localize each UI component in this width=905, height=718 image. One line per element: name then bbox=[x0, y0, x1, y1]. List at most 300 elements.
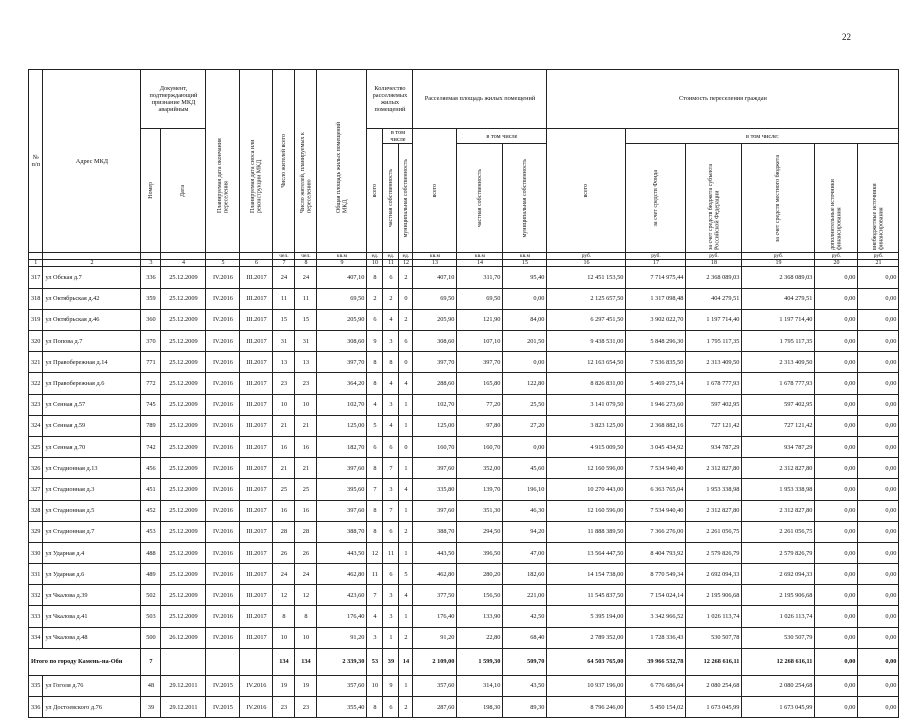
row-cost-subject: 530 507,78 bbox=[686, 627, 742, 648]
row-cost-local: 1 678 777,93 bbox=[742, 373, 815, 394]
row-plan-end: IV.2016 bbox=[206, 309, 240, 330]
unit-cell: ед. bbox=[383, 253, 399, 260]
row-area-total: 364,20 bbox=[317, 373, 367, 394]
row-cost-additional: 0,00 bbox=[815, 521, 858, 542]
row-area-sub-total: 397,70 bbox=[413, 352, 457, 373]
row-doc-number: 502 bbox=[141, 585, 161, 606]
row-residents-planned: 23 bbox=[295, 373, 317, 394]
row-cost-fund: 1 317 098,48 bbox=[626, 288, 686, 309]
table-row bbox=[29, 564, 899, 585]
row-cost-additional: 0,00 bbox=[815, 585, 858, 606]
row-area-sub-total: 443,50 bbox=[413, 542, 457, 563]
row-cost-subject: 404 279,51 bbox=[686, 288, 742, 309]
total-count-houses: 7 bbox=[141, 648, 161, 675]
row-cost-subject: 2 313 409,50 bbox=[686, 352, 742, 373]
row-count-total: 5 bbox=[367, 415, 383, 436]
row-count-total: 12 bbox=[367, 542, 383, 563]
table-row bbox=[29, 606, 899, 627]
header-area-sub-total: всего bbox=[413, 129, 457, 253]
row-doc-number: 456 bbox=[141, 458, 161, 479]
row-area-total: 205,90 bbox=[317, 309, 367, 330]
row-plan-demolish: III.2017 bbox=[240, 606, 273, 627]
row-residents-total: 13 bbox=[273, 352, 295, 373]
row-count-municipal: 4 bbox=[399, 373, 413, 394]
row-plan-demolish: III.2017 bbox=[240, 288, 273, 309]
total-extra: 0,00 bbox=[858, 648, 899, 675]
row-count-municipal: 4 bbox=[399, 479, 413, 500]
row-residents-total: 24 bbox=[273, 564, 295, 585]
row-cost-subject: 1 678 777,93 bbox=[686, 373, 742, 394]
total-area-private: 1 599,30 bbox=[457, 648, 503, 675]
row-cost-fund: 3 045 434,92 bbox=[626, 436, 686, 457]
header-area-incl: в том числе bbox=[457, 129, 547, 144]
column-number: 16 bbox=[547, 260, 626, 267]
total-area-municipal: 509,70 bbox=[503, 648, 547, 675]
row-cost-total: 12 163 654,50 bbox=[547, 352, 626, 373]
row-cost-total: 3 823 125,00 bbox=[547, 415, 626, 436]
table-row bbox=[29, 627, 899, 648]
row-cost-local: 1 673 045,99 bbox=[742, 697, 815, 718]
row-area-municipal: 0,00 bbox=[503, 352, 547, 373]
row-number: 326 bbox=[29, 458, 43, 479]
row-cost-extra: 0,00 bbox=[858, 436, 899, 457]
row-count-private: 7 bbox=[383, 458, 399, 479]
row-cost-total: 6 297 451,50 bbox=[547, 309, 626, 330]
row-cost-additional: 0,00 bbox=[815, 373, 858, 394]
row-address: ул Гоголя д.76 bbox=[43, 675, 141, 696]
row-cost-extra: 0,00 bbox=[858, 267, 899, 288]
row-residents-total: 24 bbox=[273, 267, 295, 288]
row-plan-demolish: III.2017 bbox=[240, 458, 273, 479]
row-cost-fund: 5 848 296,30 bbox=[626, 331, 686, 352]
row-area-municipal: 201,50 bbox=[503, 331, 547, 352]
column-number: 20 bbox=[815, 260, 858, 267]
row-number: 328 bbox=[29, 500, 43, 521]
row-number: 319 bbox=[29, 309, 43, 330]
row-area-total: 407,10 bbox=[317, 267, 367, 288]
row-doc-date: 25.12.2009 bbox=[161, 542, 206, 563]
row-count-total: 8 bbox=[367, 500, 383, 521]
row-area-total: 308,60 bbox=[317, 331, 367, 352]
header-count-private: частная собственность bbox=[383, 144, 399, 253]
row-plan-end: IV.2016 bbox=[206, 267, 240, 288]
row-area-municipal: 182,60 bbox=[503, 564, 547, 585]
row-cost-total: 8 826 831,00 bbox=[547, 373, 626, 394]
row-address: ул Стадионная д.3 bbox=[43, 479, 141, 500]
row-area-total: 395,60 bbox=[317, 479, 367, 500]
row-plan-end: IV.2016 bbox=[206, 288, 240, 309]
unit-cell: руб. bbox=[858, 253, 899, 260]
row-number: 323 bbox=[29, 394, 43, 415]
row-residents-planned: 28 bbox=[295, 521, 317, 542]
row-area-private: 397,70 bbox=[457, 352, 503, 373]
row-plan-end: IV.2016 bbox=[206, 458, 240, 479]
row-cost-fund: 3 902 022,70 bbox=[626, 309, 686, 330]
row-count-municipal: 0 bbox=[399, 288, 413, 309]
row-area-sub-total: 357,60 bbox=[413, 675, 457, 696]
table-row bbox=[29, 479, 899, 500]
row-count-total: 8 bbox=[367, 458, 383, 479]
row-cost-extra: 0,00 bbox=[858, 331, 899, 352]
row-cost-fund: 7 534 940,40 bbox=[626, 458, 686, 479]
row-number: 331 bbox=[29, 564, 43, 585]
row-doc-number: 789 bbox=[141, 415, 161, 436]
row-count-private: 3 bbox=[383, 479, 399, 500]
row-doc-number: 488 bbox=[141, 542, 161, 563]
header-cost-incl: в том числе: bbox=[626, 129, 899, 144]
header-address: Адрес МКД bbox=[43, 70, 141, 253]
column-number: 4 bbox=[161, 260, 206, 267]
row-cost-local: 2 579 826,79 bbox=[742, 542, 815, 563]
row-count-municipal: 4 bbox=[399, 585, 413, 606]
row-plan-demolish: III.2017 bbox=[240, 542, 273, 563]
row-count-total: 8 bbox=[367, 373, 383, 394]
row-doc-date: 29.12.2011 bbox=[161, 697, 206, 718]
column-number: 12 bbox=[399, 260, 413, 267]
row-cost-extra: 0,00 bbox=[858, 675, 899, 696]
table-header bbox=[29, 70, 899, 260]
total-count-municipal: 14 bbox=[399, 648, 413, 675]
row-area-sub-total: 69,50 bbox=[413, 288, 457, 309]
total-planned: 134 bbox=[295, 648, 317, 675]
row-area-municipal: 45,60 bbox=[503, 458, 547, 479]
row-plan-demolish: III.2017 bbox=[240, 267, 273, 288]
row-residents-total: 11 bbox=[273, 288, 295, 309]
row-address: ул Попова д.7 bbox=[43, 331, 141, 352]
header-area-group: Расселяемая площадь жилых помещений bbox=[413, 70, 547, 129]
row-count-private: 4 bbox=[383, 309, 399, 330]
row-doc-date: 25.12.2009 bbox=[161, 394, 206, 415]
row-area-sub-total: 160,70 bbox=[413, 436, 457, 457]
column-number: 15 bbox=[503, 260, 547, 267]
row-doc-date: 25.12.2009 bbox=[161, 288, 206, 309]
row-area-private: 280,20 bbox=[457, 564, 503, 585]
row-area-total: 355,40 bbox=[317, 697, 367, 718]
row-count-municipal: 0 bbox=[399, 352, 413, 373]
row-plan-end: IV.2016 bbox=[206, 500, 240, 521]
row-area-sub-total: 102,70 bbox=[413, 394, 457, 415]
header-area-private: частная собственность bbox=[457, 144, 503, 253]
row-plan-end: IV.2016 bbox=[206, 373, 240, 394]
row-count-total: 3 bbox=[367, 627, 383, 648]
row-count-total: 8 bbox=[367, 352, 383, 373]
row-address: ул Чкалова д.39 bbox=[43, 585, 141, 606]
row-cost-local: 2 195 906,68 bbox=[742, 585, 815, 606]
row-doc-date: 25.12.2009 bbox=[161, 352, 206, 373]
header-cost-group: Стоимость переселения граждан bbox=[547, 70, 899, 129]
table-row bbox=[29, 415, 899, 436]
row-residents-planned: 31 bbox=[295, 331, 317, 352]
column-number: 9 bbox=[317, 260, 367, 267]
row-number: 324 bbox=[29, 415, 43, 436]
row-area-municipal: 89,30 bbox=[503, 697, 547, 718]
row-number: 321 bbox=[29, 352, 43, 373]
row-cost-total: 12 160 596,00 bbox=[547, 458, 626, 479]
header-doc-number: Номер bbox=[141, 129, 161, 253]
row-residents-total: 21 bbox=[273, 415, 295, 436]
row-count-municipal: 1 bbox=[399, 606, 413, 627]
row-area-sub-total: 205,90 bbox=[413, 309, 457, 330]
row-plan-end: IV.2016 bbox=[206, 352, 240, 373]
row-plan-demolish: III.2017 bbox=[240, 331, 273, 352]
row-cost-additional: 0,00 bbox=[815, 436, 858, 457]
row-address: ул Чкалова д.41 bbox=[43, 606, 141, 627]
row-plan-demolish: III.2017 bbox=[240, 309, 273, 330]
row-cost-subject: 2 579 826,79 bbox=[686, 542, 742, 563]
row-cost-total: 12 160 596,00 bbox=[547, 500, 626, 521]
row-cost-fund: 1 946 273,60 bbox=[626, 394, 686, 415]
row-residents-planned: 16 bbox=[295, 436, 317, 457]
row-area-private: 351,30 bbox=[457, 500, 503, 521]
row-cost-subject: 2 368 089,03 bbox=[686, 267, 742, 288]
row-plan-demolish: III.2017 bbox=[240, 627, 273, 648]
row-area-total: 443,50 bbox=[317, 542, 367, 563]
header-area-municipal: муниципальная собственность bbox=[503, 144, 547, 253]
row-count-total: 11 bbox=[367, 564, 383, 585]
row-cost-extra: 0,00 bbox=[858, 542, 899, 563]
row-cost-extra: 0,00 bbox=[858, 415, 899, 436]
column-number: 5 bbox=[206, 260, 240, 267]
row-doc-number: 451 bbox=[141, 479, 161, 500]
header-count-total: всего bbox=[367, 129, 383, 253]
row-cost-subject: 2 692 094,33 bbox=[686, 564, 742, 585]
row-area-private: 97,80 bbox=[457, 415, 503, 436]
row-residents-planned: 16 bbox=[295, 500, 317, 521]
row-cost-extra: 0,00 bbox=[858, 309, 899, 330]
row-plan-end: IV.2016 bbox=[206, 415, 240, 436]
row-number: 318 bbox=[29, 288, 43, 309]
row-cost-subject: 1 795 117,35 bbox=[686, 331, 742, 352]
row-doc-number: 503 bbox=[141, 606, 161, 627]
row-plan-end: IV.2016 bbox=[206, 521, 240, 542]
table-row bbox=[29, 542, 899, 563]
row-area-total: 125,00 bbox=[317, 415, 367, 436]
row-area-private: 198,30 bbox=[457, 697, 503, 718]
row-doc-date: 25.12.2009 bbox=[161, 564, 206, 585]
row-cost-additional: 0,00 bbox=[815, 697, 858, 718]
row-area-sub-total: 176,40 bbox=[413, 606, 457, 627]
row-residents-planned: 21 bbox=[295, 458, 317, 479]
header-residents-planned: Число жителей, планируемых к переселению bbox=[295, 70, 317, 253]
row-cost-local: 404 279,51 bbox=[742, 288, 815, 309]
row-count-private: 6 bbox=[383, 564, 399, 585]
row-area-municipal: 25,50 bbox=[503, 394, 547, 415]
row-doc-date: 25.12.2009 bbox=[161, 309, 206, 330]
unit-cell: чел. bbox=[295, 253, 317, 260]
row-count-total: 10 bbox=[367, 675, 383, 696]
row-plan-demolish: III.2017 bbox=[240, 373, 273, 394]
row-cost-local: 2 312 827,80 bbox=[742, 500, 815, 521]
table-row bbox=[29, 458, 899, 479]
row-number: 330 bbox=[29, 542, 43, 563]
row-cost-fund: 1 728 336,43 bbox=[626, 627, 686, 648]
row-address: ул Октябрьская д.46 bbox=[43, 309, 141, 330]
row-number: 333 bbox=[29, 606, 43, 627]
row-residents-planned: 15 bbox=[295, 309, 317, 330]
row-area-total: 176,40 bbox=[317, 606, 367, 627]
row-area-total: 462,80 bbox=[317, 564, 367, 585]
row-count-municipal: 1 bbox=[399, 675, 413, 696]
row-cost-total: 2 789 352,00 bbox=[547, 627, 626, 648]
row-cost-local: 934 787,29 bbox=[742, 436, 815, 457]
row-area-total: 397,70 bbox=[317, 352, 367, 373]
row-address: ул Стадионная д.13 bbox=[43, 458, 141, 479]
column-number: 3 bbox=[141, 260, 161, 267]
row-area-sub-total: 462,80 bbox=[413, 564, 457, 585]
row-count-private: 6 bbox=[383, 267, 399, 288]
row-cost-total: 8 796 246,00 bbox=[547, 697, 626, 718]
row-doc-number: 742 bbox=[141, 436, 161, 457]
row-cost-local: 1 197 714,40 bbox=[742, 309, 815, 330]
column-number: 13 bbox=[413, 260, 457, 267]
row-cost-total: 11 545 837,50 bbox=[547, 585, 626, 606]
row-cost-local: 1 953 338,98 bbox=[742, 479, 815, 500]
row-residents-total: 25 bbox=[273, 479, 295, 500]
column-number: 14 bbox=[457, 260, 503, 267]
unit-cell: кв.м bbox=[503, 253, 547, 260]
row-plan-demolish: III.2017 bbox=[240, 521, 273, 542]
row-area-private: 352,00 bbox=[457, 458, 503, 479]
row-number: 327 bbox=[29, 479, 43, 500]
row-cost-local: 530 507,79 bbox=[742, 627, 815, 648]
header-subject-budget: за счет средств бюджета субъекта Российской Федерации bbox=[686, 144, 742, 253]
row-plan-end: IV.2015 bbox=[206, 675, 240, 696]
row-residents-total: 26 bbox=[273, 542, 295, 563]
row-cost-subject: 1 673 045,99 bbox=[686, 697, 742, 718]
row-cost-fund: 6 776 686,64 bbox=[626, 675, 686, 696]
row-residents-planned: 25 bbox=[295, 479, 317, 500]
row-count-total: 6 bbox=[367, 436, 383, 457]
header-doc: Документ, подтверждающий признание МКД аварийным bbox=[141, 70, 206, 129]
total-count-private: 39 bbox=[383, 648, 399, 675]
unit-cell: ед. bbox=[399, 253, 413, 260]
row-cost-extra: 0,00 bbox=[858, 500, 899, 521]
row-cost-local: 727 121,42 bbox=[742, 415, 815, 436]
unit-cell: руб. bbox=[742, 253, 815, 260]
row-count-private: 6 bbox=[383, 697, 399, 718]
row-plan-demolish: III.2017 bbox=[240, 394, 273, 415]
row-area-private: 22,80 bbox=[457, 627, 503, 648]
row-residents-total: 23 bbox=[273, 373, 295, 394]
row-count-municipal: 1 bbox=[399, 500, 413, 521]
row-area-sub-total: 125,00 bbox=[413, 415, 457, 436]
total-additional: 0,00 bbox=[815, 648, 858, 675]
row-area-private: 314,10 bbox=[457, 675, 503, 696]
row-cost-extra: 0,00 bbox=[858, 606, 899, 627]
row-cost-fund: 8 404 793,92 bbox=[626, 542, 686, 563]
unit-cell: кв.м bbox=[413, 253, 457, 260]
row-residents-planned: 19 bbox=[295, 675, 317, 696]
row-number: 329 bbox=[29, 521, 43, 542]
row-count-private: 4 bbox=[383, 415, 399, 436]
row-doc-date: 25.12.2009 bbox=[161, 331, 206, 352]
row-area-municipal: 46,30 bbox=[503, 500, 547, 521]
page-number: 22 bbox=[842, 32, 851, 42]
row-cost-local: 2 692 094,33 bbox=[742, 564, 815, 585]
row-count-total: 6 bbox=[367, 309, 383, 330]
row-plan-demolish: III.2017 bbox=[240, 436, 273, 457]
row-cost-subject: 2 312 827,80 bbox=[686, 500, 742, 521]
row-area-private: 156,50 bbox=[457, 585, 503, 606]
row-cost-local: 2 313 409,50 bbox=[742, 352, 815, 373]
table-row bbox=[29, 675, 899, 696]
row-plan-demolish: III.2017 bbox=[240, 352, 273, 373]
row-count-private: 3 bbox=[383, 585, 399, 606]
row-count-private: 1 bbox=[383, 627, 399, 648]
row-cost-total: 4 915 009,50 bbox=[547, 436, 626, 457]
column-number: 2 bbox=[43, 260, 141, 267]
column-number: 1 bbox=[29, 260, 43, 267]
row-cost-extra: 0,00 bbox=[858, 697, 899, 718]
row-area-sub-total: 397,60 bbox=[413, 500, 457, 521]
row-cost-additional: 0,00 bbox=[815, 542, 858, 563]
row-area-sub-total: 287,60 bbox=[413, 697, 457, 718]
table-row bbox=[29, 500, 899, 521]
row-residents-total: 10 bbox=[273, 394, 295, 415]
row-plan-end: IV.2016 bbox=[206, 585, 240, 606]
column-number: 21 bbox=[858, 260, 899, 267]
row-address: ул Обская д.7 bbox=[43, 267, 141, 288]
total-residents: 134 bbox=[273, 648, 295, 675]
table-body bbox=[29, 260, 899, 718]
row-count-municipal: 1 bbox=[399, 394, 413, 415]
row-area-private: 107,10 bbox=[457, 331, 503, 352]
total-area: 2 339,30 bbox=[317, 648, 367, 675]
row-area-total: 102,70 bbox=[317, 394, 367, 415]
unit-cell: руб. bbox=[626, 253, 686, 260]
row-doc-date: 25.12.2009 bbox=[161, 373, 206, 394]
row-address: ул Правобережная д.14 bbox=[43, 352, 141, 373]
header-num: № п/п bbox=[29, 70, 43, 253]
row-count-private: 2 bbox=[383, 288, 399, 309]
row-address: ул Стадионная д.7 bbox=[43, 521, 141, 542]
table-row bbox=[29, 697, 899, 718]
row-cost-total: 12 451 153,50 bbox=[547, 267, 626, 288]
row-count-private: 7 bbox=[383, 500, 399, 521]
row-plan-demolish: IV.2016 bbox=[240, 675, 273, 696]
row-address: ул Сенная д.70 bbox=[43, 436, 141, 457]
row-cost-extra: 0,00 bbox=[858, 564, 899, 585]
row-area-sub-total: 407,10 bbox=[413, 267, 457, 288]
row-area-municipal: 0,00 bbox=[503, 288, 547, 309]
row-plan-end: IV.2016 bbox=[206, 627, 240, 648]
row-residents-total: 12 bbox=[273, 585, 295, 606]
total-fund: 39 966 532,78 bbox=[626, 648, 686, 675]
row-cost-extra: 0,00 bbox=[858, 627, 899, 648]
row-area-municipal: 27,20 bbox=[503, 415, 547, 436]
row-residents-planned: 11 bbox=[295, 288, 317, 309]
unit-cell: кв.м bbox=[457, 253, 503, 260]
header-fund: за счет средств Фонда bbox=[626, 144, 686, 253]
header-local-budget: за счет средств местного бюджета bbox=[742, 144, 815, 253]
row-plan-end: IV.2016 bbox=[206, 542, 240, 563]
row-residents-total: 28 bbox=[273, 521, 295, 542]
header-count-group: Количество расселяемых жилых помещений bbox=[367, 70, 413, 129]
row-number: 317 bbox=[29, 267, 43, 288]
row-residents-total: 23 bbox=[273, 697, 295, 718]
row-plan-end: IV.2016 bbox=[206, 394, 240, 415]
total-area-sub: 2 109,00 bbox=[413, 648, 457, 675]
row-cost-total: 10 270 443,00 bbox=[547, 479, 626, 500]
column-number: 6 bbox=[240, 260, 273, 267]
row-plan-end: IV.2016 bbox=[206, 606, 240, 627]
row-cost-fund: 7 536 835,50 bbox=[626, 352, 686, 373]
row-count-total: 4 bbox=[367, 394, 383, 415]
unit-cell: руб. bbox=[547, 253, 626, 260]
row-count-private: 6 bbox=[383, 521, 399, 542]
row-residents-planned: 24 bbox=[295, 267, 317, 288]
row-plan-end: IV.2015 bbox=[206, 697, 240, 718]
